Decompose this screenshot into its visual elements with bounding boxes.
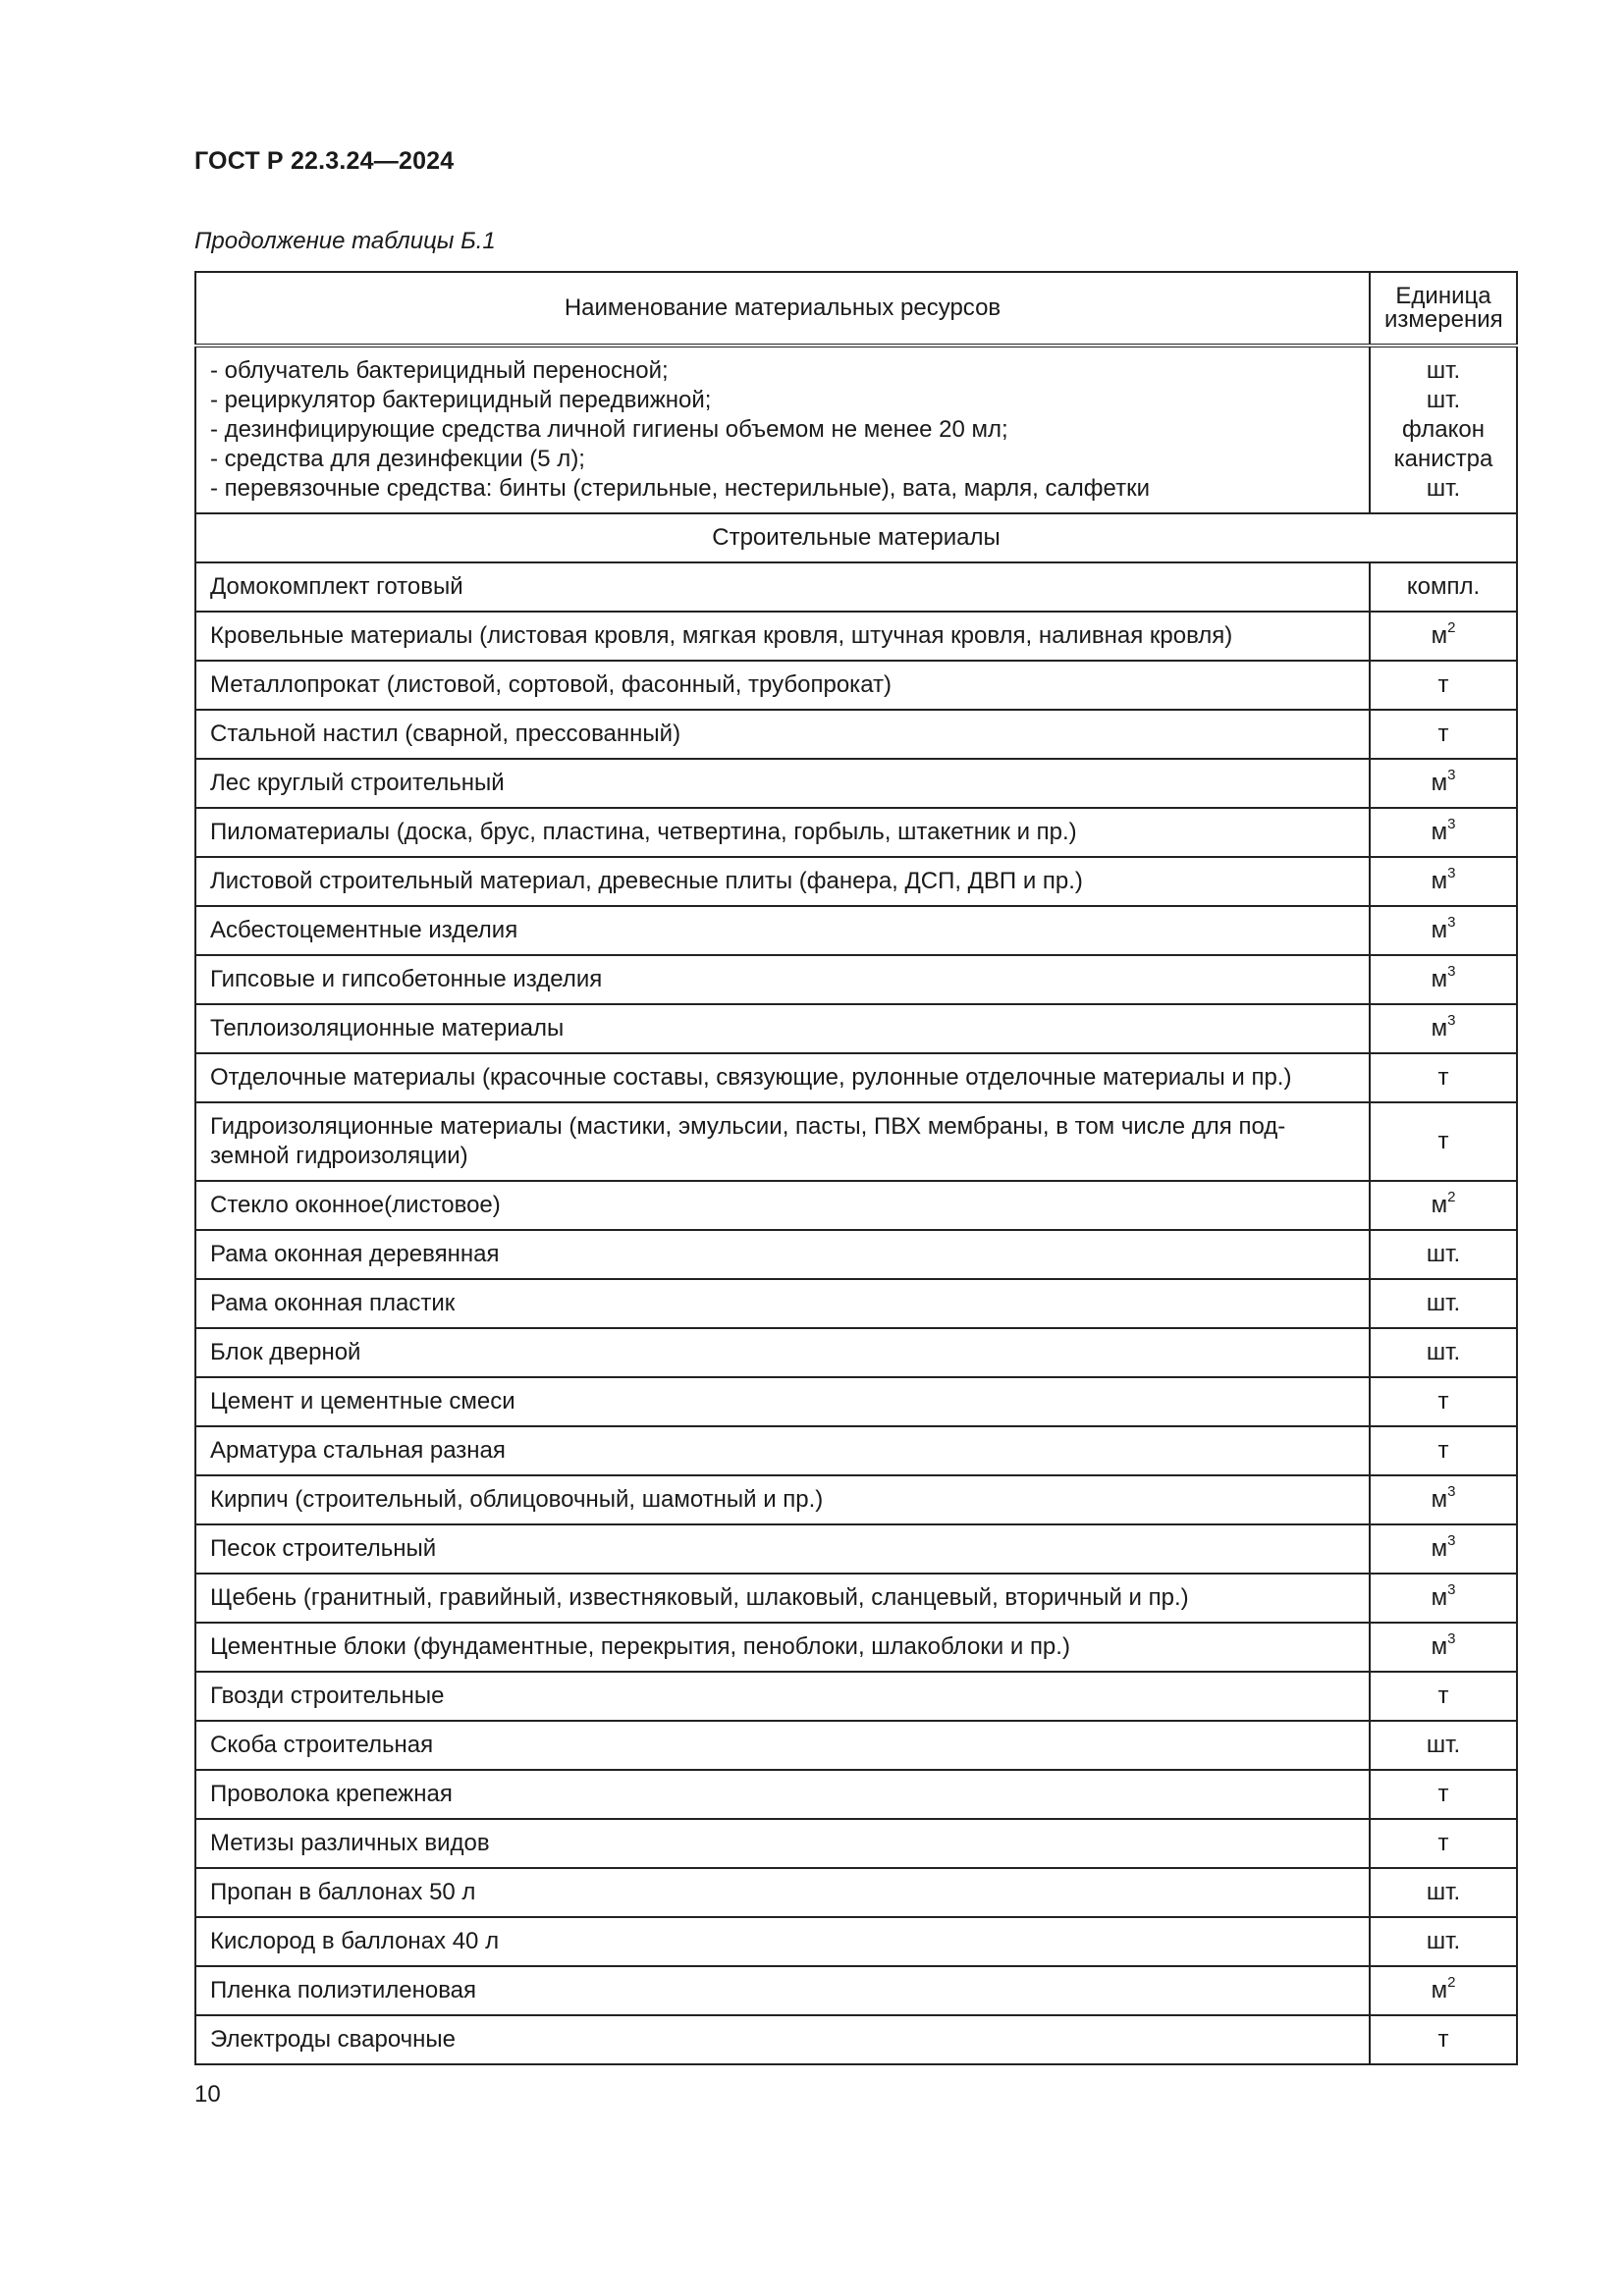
material-name: Рама оконная деревянная xyxy=(195,1230,1370,1279)
material-name: Рама оконная пластик xyxy=(195,1279,1370,1328)
material-name: Метизы различных видов xyxy=(195,1819,1370,1868)
material-name: Цемент и цементные смеси xyxy=(195,1377,1370,1426)
unit-header-line1: Единица xyxy=(1395,283,1491,309)
table-row xyxy=(195,562,1517,612)
material-name: Лес круглый строительный xyxy=(195,759,1370,808)
table-row xyxy=(195,759,1517,808)
material-unit xyxy=(1370,1623,1517,1672)
material-name-line2: земной гидроизоляции) xyxy=(210,1143,468,1169)
table-row xyxy=(195,1819,1517,1868)
page-number: 10 xyxy=(194,2081,221,2108)
material-name: Пленка полиэтиленовая xyxy=(195,1966,1370,2015)
table-row xyxy=(195,2015,1517,2064)
unit-text: т xyxy=(1437,1064,1449,1091)
unit-text: м xyxy=(1431,1633,1448,1660)
material-name: Электроды сварочные xyxy=(195,2015,1370,2064)
table-row xyxy=(195,1721,1517,1770)
unit-text: т xyxy=(1437,1830,1449,1856)
table-row xyxy=(195,1770,1517,1819)
unit-text: м xyxy=(1431,917,1448,943)
material-unit xyxy=(1370,1770,1517,1819)
material-unit xyxy=(1370,1819,1517,1868)
material-name: Цементные блоки (фундаментные, перекрытия, пеноблоки, шлакоблоки и пр.) xyxy=(195,1623,1370,1672)
intro-item-unit: канистра xyxy=(1393,446,1493,472)
unit-exponent: 2 xyxy=(1447,1974,1456,1991)
material-name: Кирпич (строительный, облицовочный, шамотный и пр.) xyxy=(195,1475,1370,1524)
table-row xyxy=(195,1181,1517,1230)
table-row xyxy=(195,710,1517,759)
table-row xyxy=(195,857,1517,906)
table-row xyxy=(195,1004,1517,1053)
material-name xyxy=(195,1102,1370,1181)
table-row xyxy=(195,612,1517,661)
unit-text: м xyxy=(1431,868,1448,894)
material-unit xyxy=(1370,759,1517,808)
column-header-unit xyxy=(1370,272,1517,346)
intro-item-unit: шт. xyxy=(1426,387,1461,413)
material-unit xyxy=(1370,1721,1517,1770)
materials-table xyxy=(194,271,1518,2065)
material-unit xyxy=(1370,612,1517,661)
table-row xyxy=(195,1966,1517,2015)
unit-exponent: 3 xyxy=(1447,963,1456,980)
table-row xyxy=(195,1102,1517,1181)
unit-text: м xyxy=(1431,1192,1448,1218)
intro-item-unit: флакон xyxy=(1402,416,1485,443)
table-row xyxy=(195,1230,1517,1279)
material-name: Щебень (гранитный, гравийный, известняковый, шлаковый, сланцевый, вторичный и пр.) xyxy=(195,1574,1370,1623)
material-name: Кровельные материалы (листовая кровля, мягкая кровля, штучная кровля, наливная кровля) xyxy=(195,612,1370,661)
unit-exponent: 2 xyxy=(1447,1189,1456,1205)
table-row xyxy=(195,1328,1517,1377)
material-unit xyxy=(1370,1524,1517,1574)
table-row xyxy=(195,1524,1517,1574)
material-unit xyxy=(1370,906,1517,955)
unit-text: шт. xyxy=(1426,1928,1461,1954)
material-unit xyxy=(1370,1868,1517,1917)
material-unit xyxy=(1370,1230,1517,1279)
material-name: Стальной настил (сварной, прессованный) xyxy=(195,710,1370,759)
unit-exponent: 3 xyxy=(1447,1483,1456,1500)
unit-text: т xyxy=(1437,2026,1449,2053)
material-name: Пиломатериалы (доска, брус, пластина, четвертина, горбыль, штакетник и пр.) xyxy=(195,808,1370,857)
material-name: Листовой строительный материал, древесные плиты (фанера, ДСП, ДВП и пр.) xyxy=(195,857,1370,906)
intro-item-name: - облучатель бактерицидный переносной; xyxy=(210,357,669,384)
material-name: Кислород в баллонах 40 л xyxy=(195,1917,1370,1966)
material-unit xyxy=(1370,710,1517,759)
table-row xyxy=(195,1623,1517,1672)
material-unit xyxy=(1370,1475,1517,1524)
unit-text: шт. xyxy=(1426,1339,1461,1365)
intro-item-unit: шт. xyxy=(1426,357,1461,384)
unit-text: т xyxy=(1437,1781,1449,1807)
intro-items-row xyxy=(195,346,1517,513)
intro-item-unit: шт. xyxy=(1426,475,1461,502)
unit-text: м xyxy=(1431,819,1448,845)
unit-exponent: 2 xyxy=(1447,619,1456,636)
table-row xyxy=(195,1426,1517,1475)
unit-text: м xyxy=(1431,622,1448,649)
material-unit xyxy=(1370,1181,1517,1230)
unit-text: м xyxy=(1431,770,1448,796)
unit-text: шт. xyxy=(1426,1290,1461,1316)
material-name: Стекло оконное(листовое) xyxy=(195,1181,1370,1230)
material-unit xyxy=(1370,1053,1517,1102)
unit-exponent: 3 xyxy=(1447,1532,1456,1549)
material-name: Проволока крепежная xyxy=(195,1770,1370,1819)
intro-items-names xyxy=(195,346,1370,513)
intro-item-name: - рециркулятор бактерицидный передвижной; xyxy=(210,387,712,413)
table-row xyxy=(195,955,1517,1004)
table-header-row xyxy=(195,272,1517,346)
material-name: Гипсовые и гипсобетонные изделия xyxy=(195,955,1370,1004)
unit-header-line2: измерения xyxy=(1384,306,1503,333)
intro-item-name: - средства для дезинфекции (5 л); xyxy=(210,446,585,472)
unit-exponent: 3 xyxy=(1447,767,1456,783)
material-unit xyxy=(1370,562,1517,612)
unit-text: т xyxy=(1437,671,1449,698)
material-name: Пропан в баллонах 50 л xyxy=(195,1868,1370,1917)
material-unit xyxy=(1370,955,1517,1004)
table-row xyxy=(195,1868,1517,1917)
unit-text: м xyxy=(1431,966,1448,992)
table-row xyxy=(195,661,1517,710)
unit-exponent: 3 xyxy=(1447,914,1456,931)
unit-text: м xyxy=(1431,1977,1448,2003)
material-unit xyxy=(1370,1004,1517,1053)
section-row xyxy=(195,513,1517,562)
intro-item-name: - дезинфицирующие средства личной гигиены объемом не менее 20 мл; xyxy=(210,416,1008,443)
material-name: Асбестоцементные изделия xyxy=(195,906,1370,955)
unit-text: м xyxy=(1431,1486,1448,1513)
unit-text: т xyxy=(1437,1437,1449,1464)
material-unit xyxy=(1370,1917,1517,1966)
unit-text: м xyxy=(1431,1535,1448,1562)
material-unit xyxy=(1370,1672,1517,1721)
table-row xyxy=(195,1574,1517,1623)
material-unit xyxy=(1370,857,1517,906)
table-row xyxy=(195,1917,1517,1966)
material-name: Песок строительный xyxy=(195,1524,1370,1574)
material-unit xyxy=(1370,2015,1517,2064)
material-name: Отделочные материалы (красочные составы, связующие, рулонные отделочные материалы и пр.) xyxy=(195,1053,1370,1102)
unit-text: т xyxy=(1437,1388,1449,1415)
unit-text: т xyxy=(1437,721,1449,747)
material-unit xyxy=(1370,1426,1517,1475)
table-row xyxy=(195,1279,1517,1328)
unit-text: м xyxy=(1431,1584,1448,1611)
material-name-line1: Гидроизоляционные материалы (мастики, эмульсии, пасты, ПВХ мембраны, в том числе для под- xyxy=(210,1113,1286,1140)
table-row xyxy=(195,1053,1517,1102)
document-header: ГОСТ Р 22.3.24—2024 xyxy=(194,147,455,175)
unit-text: шт. xyxy=(1426,1732,1461,1758)
unit-exponent: 3 xyxy=(1447,865,1456,881)
material-name: Гвозди строительные xyxy=(195,1672,1370,1721)
section-title: Строительные материалы xyxy=(195,513,1517,562)
table-caption: Продолжение таблицы Б.1 xyxy=(194,228,496,254)
unit-text: компл. xyxy=(1406,573,1481,600)
material-name: Скоба строительная xyxy=(195,1721,1370,1770)
material-name: Домокомплект готовый xyxy=(195,562,1370,612)
table-row xyxy=(195,906,1517,955)
table-row xyxy=(195,808,1517,857)
unit-text: т xyxy=(1437,1682,1449,1709)
intro-item-name: - перевязочные средства: бинты (стерильные, нестерильные), вата, марля, салфетки xyxy=(210,475,1150,502)
unit-exponent: 3 xyxy=(1447,1581,1456,1598)
material-name: Блок дверной xyxy=(195,1328,1370,1377)
material-unit xyxy=(1370,1279,1517,1328)
unit-exponent: 3 xyxy=(1447,1012,1456,1029)
table-row xyxy=(195,1475,1517,1524)
intro-items-units xyxy=(1370,346,1517,513)
material-unit xyxy=(1370,1328,1517,1377)
unit-text: м xyxy=(1431,1015,1448,1041)
material-name: Металлопрокат (листовой, сортовой, фасонный, трубопрокат) xyxy=(195,661,1370,710)
material-unit xyxy=(1370,661,1517,710)
table-row xyxy=(195,1672,1517,1721)
material-unit xyxy=(1370,1102,1517,1181)
table-row xyxy=(195,1377,1517,1426)
material-unit xyxy=(1370,1377,1517,1426)
unit-text: т xyxy=(1437,1128,1449,1154)
unit-exponent: 3 xyxy=(1447,1630,1456,1647)
column-header-name: Наименование материальных ресурсов xyxy=(195,272,1370,346)
material-unit xyxy=(1370,1574,1517,1623)
unit-text: шт. xyxy=(1426,1241,1461,1267)
unit-text: шт. xyxy=(1426,1879,1461,1905)
material-unit xyxy=(1370,808,1517,857)
unit-exponent: 3 xyxy=(1447,816,1456,832)
material-name: Теплоизоляционные материалы xyxy=(195,1004,1370,1053)
material-name: Арматура стальная разная xyxy=(195,1426,1370,1475)
material-unit xyxy=(1370,1966,1517,2015)
